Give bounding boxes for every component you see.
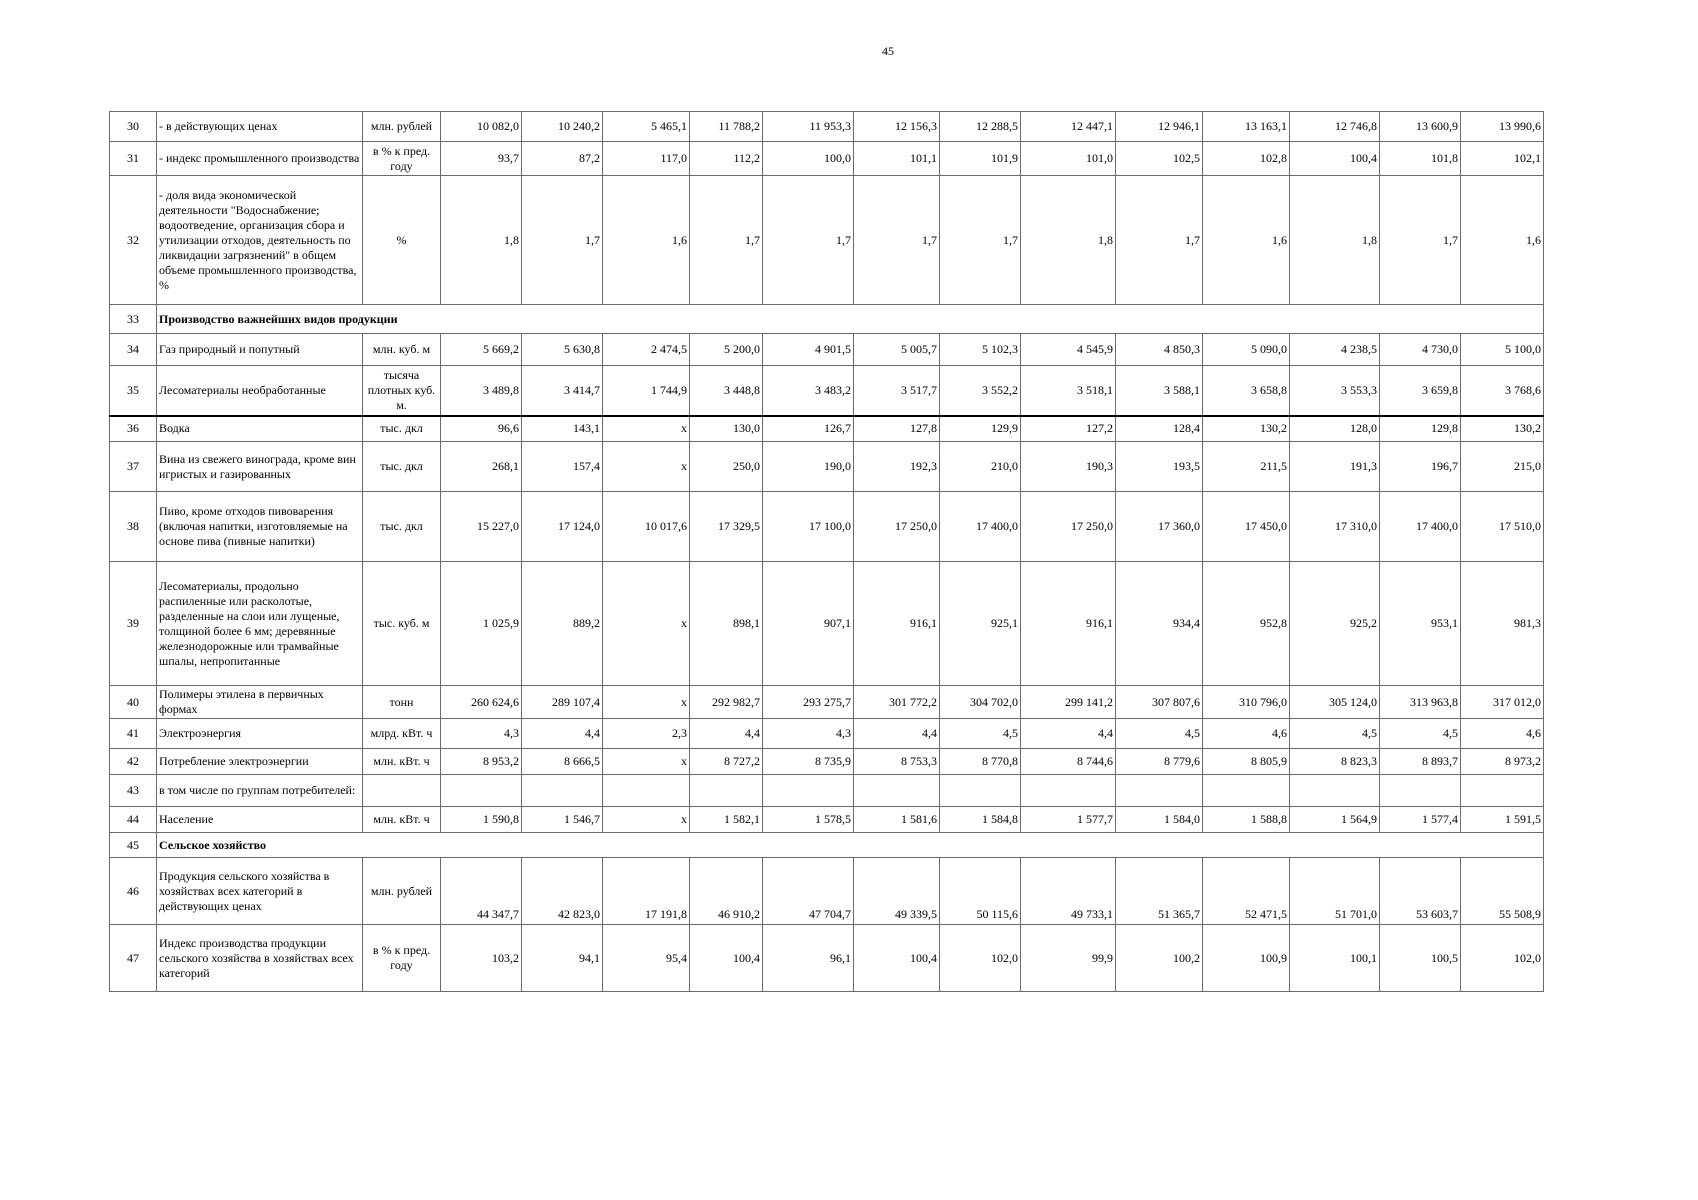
value-cell <box>1290 775 1380 807</box>
value-cell: 49 733,1 <box>1021 858 1116 925</box>
value-cell: 1 025,9 <box>441 562 522 686</box>
value-cell: 1 577,4 <box>1380 807 1461 833</box>
value-cell: х <box>603 442 690 492</box>
value-cell <box>441 775 522 807</box>
value-cell: 953,1 <box>1380 562 1461 686</box>
value-cell: 4 545,9 <box>1021 334 1116 366</box>
value-cell: 102,0 <box>1461 925 1544 992</box>
indicator-name: Население <box>157 807 363 833</box>
value-cell: 1,7 <box>940 176 1021 305</box>
value-cell <box>854 775 940 807</box>
unit-cell: тыс. дкл <box>363 492 441 562</box>
row-number: 47 <box>110 925 157 992</box>
value-cell: 981,3 <box>1461 562 1544 686</box>
value-cell: 4 901,5 <box>763 334 854 366</box>
value-cell <box>763 775 854 807</box>
value-cell: 934,4 <box>1116 562 1203 686</box>
value-cell: 1,7 <box>763 176 854 305</box>
value-cell: 17 400,0 <box>1380 492 1461 562</box>
value-cell: 94,1 <box>522 925 603 992</box>
value-cell: 907,1 <box>763 562 854 686</box>
value-cell: 100,4 <box>854 925 940 992</box>
unit-cell: тысяча плотных куб. м. <box>363 366 441 416</box>
value-cell: 5 090,0 <box>1203 334 1290 366</box>
value-cell: 5 102,3 <box>940 334 1021 366</box>
row-number: 46 <box>110 858 157 925</box>
value-cell: 51 701,0 <box>1290 858 1380 925</box>
value-cell: 44 347,7 <box>441 858 522 925</box>
value-cell: 5 005,7 <box>854 334 940 366</box>
value-cell: 102,5 <box>1116 142 1203 176</box>
value-cell: 55 508,9 <box>1461 858 1544 925</box>
value-cell: 102,0 <box>940 925 1021 992</box>
value-cell: 12 156,3 <box>854 112 940 142</box>
indicator-name: - доля вида экономической деятельности "Водоснабжение; водоотведение, организация сбора и утилизации отходов, деятельность по ликвидации загрязнений" в общем объеме промышленного производства, % <box>157 176 363 305</box>
section-heading: Производство важнейших видов продукции <box>157 305 1544 334</box>
value-cell: 100,2 <box>1116 925 1203 992</box>
value-cell: 17 250,0 <box>1021 492 1116 562</box>
value-cell: 1 546,7 <box>522 807 603 833</box>
value-cell: 210,0 <box>940 442 1021 492</box>
value-cell: 17 400,0 <box>940 492 1021 562</box>
value-cell <box>1116 775 1203 807</box>
value-cell <box>522 775 603 807</box>
value-cell: 8 823,3 <box>1290 749 1380 775</box>
unit-cell: млн. кВт. ч <box>363 749 441 775</box>
value-cell: 289 107,4 <box>522 686 603 719</box>
value-cell: 2 474,5 <box>603 334 690 366</box>
value-cell: 96,6 <box>441 416 522 442</box>
value-cell: 8 735,9 <box>763 749 854 775</box>
value-cell: 4,4 <box>854 719 940 749</box>
value-cell: 100,0 <box>763 142 854 176</box>
indicator-name: Индекс производства продукции сельского хозяйства в хозяйствах всех категорий <box>157 925 363 992</box>
value-cell: х <box>603 807 690 833</box>
value-cell: 5 465,1 <box>603 112 690 142</box>
row-number: 32 <box>110 176 157 305</box>
value-cell: 100,9 <box>1203 925 1290 992</box>
value-cell: 127,2 <box>1021 416 1116 442</box>
value-cell: 1,7 <box>1380 176 1461 305</box>
value-cell: 46 910,2 <box>690 858 763 925</box>
indicator-name: Электроэнергия <box>157 719 363 749</box>
row-number: 39 <box>110 562 157 686</box>
value-cell <box>940 775 1021 807</box>
value-cell: 4,5 <box>1380 719 1461 749</box>
value-cell <box>1021 775 1116 807</box>
value-cell: 4 730,0 <box>1380 334 1461 366</box>
value-cell: 916,1 <box>854 562 940 686</box>
value-cell: 8 805,9 <box>1203 749 1290 775</box>
value-cell: 8 893,7 <box>1380 749 1461 775</box>
value-cell: 4,3 <box>763 719 854 749</box>
value-cell: 8 727,2 <box>690 749 763 775</box>
value-cell: 127,8 <box>854 416 940 442</box>
table-row <box>110 112 1544 142</box>
value-cell: 3 588,1 <box>1116 366 1203 416</box>
value-cell: 17 310,0 <box>1290 492 1380 562</box>
value-cell: 889,2 <box>522 562 603 686</box>
value-cell: 313 963,8 <box>1380 686 1461 719</box>
value-cell: 1 577,7 <box>1021 807 1116 833</box>
value-cell: 17 191,8 <box>603 858 690 925</box>
value-cell: 898,1 <box>690 562 763 686</box>
value-cell: 130,2 <box>1461 416 1544 442</box>
unit-cell: млн. рублей <box>363 112 441 142</box>
value-cell: 211,5 <box>1203 442 1290 492</box>
value-cell: 100,4 <box>690 925 763 992</box>
value-cell: 129,8 <box>1380 416 1461 442</box>
value-cell: 305 124,0 <box>1290 686 1380 719</box>
value-cell: 5 100,0 <box>1461 334 1544 366</box>
page-number: 45 <box>882 44 894 58</box>
value-cell: 250,0 <box>690 442 763 492</box>
value-cell: 143,1 <box>522 416 603 442</box>
value-cell: 12 447,1 <box>1021 112 1116 142</box>
value-cell: 4,6 <box>1203 719 1290 749</box>
value-cell: х <box>603 562 690 686</box>
value-cell: 190,0 <box>763 442 854 492</box>
value-cell: 292 982,7 <box>690 686 763 719</box>
table-row <box>110 686 1544 719</box>
value-cell: 3 489,8 <box>441 366 522 416</box>
value-cell: 1,7 <box>522 176 603 305</box>
value-cell: 3 553,3 <box>1290 366 1380 416</box>
value-cell: 1 744,9 <box>603 366 690 416</box>
value-cell: 10 240,2 <box>522 112 603 142</box>
value-cell: 8 753,3 <box>854 749 940 775</box>
unit-cell: в % к пред. году <box>363 925 441 992</box>
section-heading: Сельское хозяйство <box>157 833 1544 858</box>
value-cell: 17 329,5 <box>690 492 763 562</box>
indicators-table <box>109 111 1544 992</box>
value-cell: 916,1 <box>1021 562 1116 686</box>
value-cell: 1,8 <box>441 176 522 305</box>
unit-cell: млрд. кВт. ч <box>363 719 441 749</box>
row-number: 37 <box>110 442 157 492</box>
value-cell: 101,1 <box>854 142 940 176</box>
value-cell: 193,5 <box>1116 442 1203 492</box>
value-cell: 10 082,0 <box>441 112 522 142</box>
value-cell: 13 600,9 <box>1380 112 1461 142</box>
value-cell: 112,2 <box>690 142 763 176</box>
value-cell: 1 588,8 <box>1203 807 1290 833</box>
value-cell: 5 200,0 <box>690 334 763 366</box>
value-cell: 8 744,6 <box>1021 749 1116 775</box>
value-cell: 8 666,5 <box>522 749 603 775</box>
indicator-name: - в действующих ценах <box>157 112 363 142</box>
value-cell: 11 788,2 <box>690 112 763 142</box>
value-cell: 301 772,2 <box>854 686 940 719</box>
value-cell: 299 141,2 <box>1021 686 1116 719</box>
indicator-name: Пиво, кроме отходов пивоварения (включая напитки, изготовляемые на основе пива (пивные напитки) <box>157 492 363 562</box>
value-cell: 4 850,3 <box>1116 334 1203 366</box>
unit-cell: тыс. дкл <box>363 416 441 442</box>
value-cell: 17 360,0 <box>1116 492 1203 562</box>
value-cell: 101,0 <box>1021 142 1116 176</box>
value-cell: 1 584,8 <box>940 807 1021 833</box>
table-row <box>110 858 1544 925</box>
table-row <box>110 925 1544 992</box>
table-row <box>110 366 1544 416</box>
value-cell: 99,9 <box>1021 925 1116 992</box>
value-cell: 53 603,7 <box>1380 858 1461 925</box>
value-cell: 2,3 <box>603 719 690 749</box>
value-cell: 4,6 <box>1461 719 1544 749</box>
value-cell: 3 483,2 <box>763 366 854 416</box>
value-cell: 8 770,8 <box>940 749 1021 775</box>
value-cell: 310 796,0 <box>1203 686 1290 719</box>
value-cell: 4,4 <box>522 719 603 749</box>
value-cell: 3 518,1 <box>1021 366 1116 416</box>
value-cell: 117,0 <box>603 142 690 176</box>
value-cell: 93,7 <box>441 142 522 176</box>
value-cell: 128,4 <box>1116 416 1203 442</box>
value-cell: 49 339,5 <box>854 858 940 925</box>
value-cell: 1,7 <box>854 176 940 305</box>
value-cell: 952,8 <box>1203 562 1290 686</box>
value-cell: 304 702,0 <box>940 686 1021 719</box>
value-cell: 17 250,0 <box>854 492 940 562</box>
value-cell: 1 582,1 <box>690 807 763 833</box>
indicator-name: Газ природный и попутный <box>157 334 363 366</box>
table-row <box>110 334 1544 366</box>
value-cell: 102,1 <box>1461 142 1544 176</box>
value-cell: 1 564,9 <box>1290 807 1380 833</box>
indicator-name: в том числе по группам потребителей: <box>157 775 363 807</box>
unit-cell: в % к пред. году <box>363 142 441 176</box>
value-cell: 5 630,8 <box>522 334 603 366</box>
value-cell: 52 471,5 <box>1203 858 1290 925</box>
value-cell: 10 017,6 <box>603 492 690 562</box>
indicator-name: Вина из свежего винограда, кроме вин игристых и газированных <box>157 442 363 492</box>
row-number: 40 <box>110 686 157 719</box>
value-cell: 1,6 <box>1461 176 1544 305</box>
value-cell: 215,0 <box>1461 442 1544 492</box>
row-number: 38 <box>110 492 157 562</box>
value-cell: 11 953,3 <box>763 112 854 142</box>
row-number: 31 <box>110 142 157 176</box>
value-cell: 100,5 <box>1380 925 1461 992</box>
value-cell <box>690 775 763 807</box>
value-cell: 1,7 <box>1116 176 1203 305</box>
unit-cell: млн. куб. м <box>363 334 441 366</box>
table-row <box>110 442 1544 492</box>
value-cell: 3 658,8 <box>1203 366 1290 416</box>
value-cell: 100,1 <box>1290 925 1380 992</box>
table-row <box>110 807 1544 833</box>
table-row <box>110 176 1544 305</box>
value-cell: 192,3 <box>854 442 940 492</box>
value-cell: 12 288,5 <box>940 112 1021 142</box>
value-cell: 1,6 <box>1203 176 1290 305</box>
table-row <box>110 749 1544 775</box>
value-cell: 8 973,2 <box>1461 749 1544 775</box>
value-cell: 4,4 <box>1021 719 1116 749</box>
value-cell: 191,3 <box>1290 442 1380 492</box>
value-cell: 307 807,6 <box>1116 686 1203 719</box>
value-cell: 317 012,0 <box>1461 686 1544 719</box>
value-cell: 101,8 <box>1380 142 1461 176</box>
value-cell <box>1203 775 1290 807</box>
unit-cell: млн. рублей <box>363 858 441 925</box>
value-cell: 8 779,6 <box>1116 749 1203 775</box>
value-cell: 87,2 <box>522 142 603 176</box>
value-cell: 17 124,0 <box>522 492 603 562</box>
value-cell: 101,9 <box>940 142 1021 176</box>
unit-cell: тыс. дкл <box>363 442 441 492</box>
value-cell: 3 552,2 <box>940 366 1021 416</box>
indicator-name: - индекс промышленного производства <box>157 142 363 176</box>
unit-cell: млн. кВт. ч <box>363 807 441 833</box>
value-cell: 4 238,5 <box>1290 334 1380 366</box>
row-number: 43 <box>110 775 157 807</box>
table-row <box>110 492 1544 562</box>
value-cell: 293 275,7 <box>763 686 854 719</box>
value-cell: 3 659,8 <box>1380 366 1461 416</box>
value-cell: 260 624,6 <box>441 686 522 719</box>
value-cell: 15 227,0 <box>441 492 522 562</box>
value-cell: 4,5 <box>1290 719 1380 749</box>
value-cell: х <box>603 416 690 442</box>
value-cell: 102,8 <box>1203 142 1290 176</box>
indicator-name: Лесоматериалы необработанные <box>157 366 363 416</box>
value-cell: 51 365,7 <box>1116 858 1203 925</box>
unit-cell <box>363 775 441 807</box>
indicator-name: Полимеры этилена в первичных формах <box>157 686 363 719</box>
row-number: 36 <box>110 416 157 442</box>
value-cell: 268,1 <box>441 442 522 492</box>
value-cell: 4,5 <box>1116 719 1203 749</box>
unit-cell: тонн <box>363 686 441 719</box>
value-cell: 4,4 <box>690 719 763 749</box>
value-cell: 3 448,8 <box>690 366 763 416</box>
value-cell: 95,4 <box>603 925 690 992</box>
value-cell: 5 669,2 <box>441 334 522 366</box>
value-cell: 3 768,6 <box>1461 366 1544 416</box>
table-row <box>110 719 1544 749</box>
value-cell: 157,4 <box>522 442 603 492</box>
value-cell: 50 115,6 <box>940 858 1021 925</box>
value-cell: 126,7 <box>763 416 854 442</box>
row-number: 33 <box>110 305 157 334</box>
value-cell: 190,3 <box>1021 442 1116 492</box>
unit-cell: % <box>363 176 441 305</box>
value-cell: 925,1 <box>940 562 1021 686</box>
value-cell: 925,2 <box>1290 562 1380 686</box>
value-cell: 1 584,0 <box>1116 807 1203 833</box>
row-number: 45 <box>110 833 157 858</box>
table-row <box>110 416 1544 442</box>
value-cell: 103,2 <box>441 925 522 992</box>
value-cell: 4,3 <box>441 719 522 749</box>
indicator-name: Потребление электроэнергии <box>157 749 363 775</box>
table-row <box>110 562 1544 686</box>
unit-cell: тыс. куб. м <box>363 562 441 686</box>
row-number: 44 <box>110 807 157 833</box>
value-cell: 1,8 <box>1290 176 1380 305</box>
row-number: 34 <box>110 334 157 366</box>
value-cell: 13 990,6 <box>1461 112 1544 142</box>
indicator-name: Лесоматериалы, продольно распиленные или расколотые, разделенные на слои или лущеные, толщиной более 6 мм; деревянные железнодорожные или трамвайные шпалы, непропитанные <box>157 562 363 686</box>
value-cell: 100,4 <box>1290 142 1380 176</box>
value-cell: 1 581,6 <box>854 807 940 833</box>
value-cell: 17 450,0 <box>1203 492 1290 562</box>
value-cell: 12 946,1 <box>1116 112 1203 142</box>
value-cell: 12 746,8 <box>1290 112 1380 142</box>
value-cell: 47 704,7 <box>763 858 854 925</box>
value-cell: 128,0 <box>1290 416 1380 442</box>
row-number: 42 <box>110 749 157 775</box>
indicator-name: Водка <box>157 416 363 442</box>
value-cell: 130,2 <box>1203 416 1290 442</box>
value-cell <box>1380 775 1461 807</box>
value-cell: 3 517,7 <box>854 366 940 416</box>
value-cell: х <box>603 686 690 719</box>
value-cell: 96,1 <box>763 925 854 992</box>
table-row <box>110 833 1544 858</box>
value-cell: 130,0 <box>690 416 763 442</box>
value-cell: х <box>603 749 690 775</box>
value-cell: 129,9 <box>940 416 1021 442</box>
table-row <box>110 305 1544 334</box>
value-cell <box>603 775 690 807</box>
value-cell: 1,8 <box>1021 176 1116 305</box>
indicator-name: Продукция сельского хозяйства в хозяйствах всех категорий в действующих ценах <box>157 858 363 925</box>
value-cell <box>1461 775 1544 807</box>
value-cell: 196,7 <box>1380 442 1461 492</box>
value-cell: 17 510,0 <box>1461 492 1544 562</box>
table-body <box>110 112 1544 992</box>
value-cell: 1,6 <box>603 176 690 305</box>
value-cell: 17 100,0 <box>763 492 854 562</box>
value-cell: 1 578,5 <box>763 807 854 833</box>
table-row <box>110 775 1544 807</box>
value-cell: 3 414,7 <box>522 366 603 416</box>
row-number: 41 <box>110 719 157 749</box>
value-cell: 13 163,1 <box>1203 112 1290 142</box>
row-number: 30 <box>110 112 157 142</box>
value-cell: 4,5 <box>940 719 1021 749</box>
value-cell: 1,7 <box>690 176 763 305</box>
row-number: 35 <box>110 366 157 416</box>
value-cell: 1 590,8 <box>441 807 522 833</box>
value-cell: 8 953,2 <box>441 749 522 775</box>
table-row <box>110 142 1544 176</box>
value-cell: 42 823,0 <box>522 858 603 925</box>
value-cell: 1 591,5 <box>1461 807 1544 833</box>
